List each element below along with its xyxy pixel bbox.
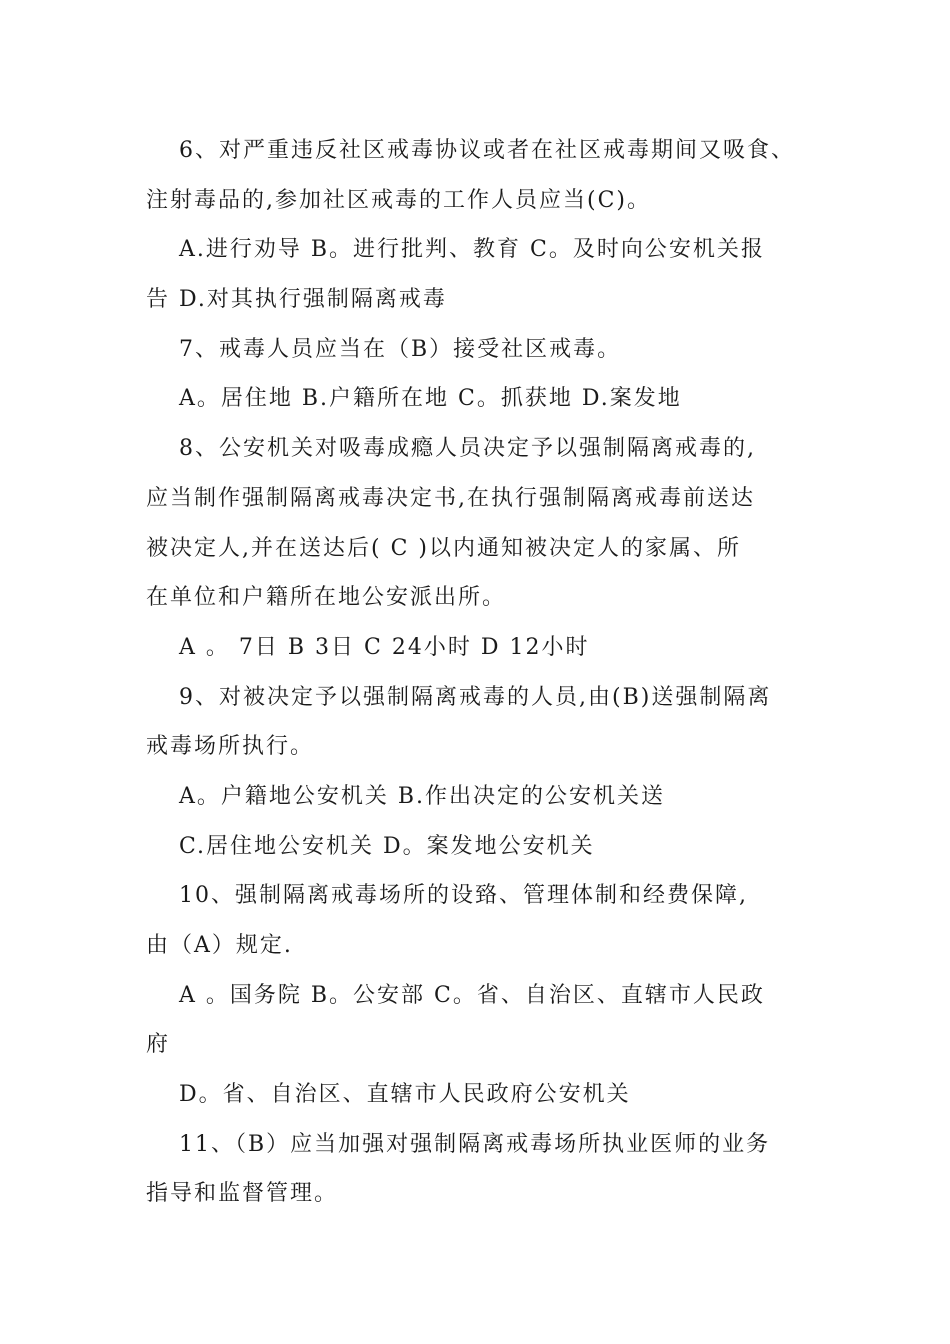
- q7-stem: 7、戒毒人员应当在（B）接受社区戒毒。: [179, 336, 622, 362]
- q6-stem-line-1: 6、对严重违反社区戒毒协议或者在社区戒毒期间又吸食、: [179, 138, 795, 163]
- q11-stem-line-1: 11、（B）应当加强对强制隔离戒毒场所执业医师的业务: [179, 1131, 771, 1157]
- q9-options-line-2: C.居住地公安机关 D。案发地公安机关: [179, 833, 595, 859]
- q10-stem-line-2: 由（A）规定.: [146, 933, 293, 958]
- document-body: [146, 126, 816, 1219]
- q8-stem-line-3: 被决定人,并在送达后( C )以内通知被决定人的家属、所: [146, 535, 741, 561]
- q10-stem-line-1: 10、强制隔离戒毒场所的设臵、管理体制和经费保障,: [179, 883, 748, 909]
- q9-stem-line-1: 9、对被决定予以强制隔离戒毒的人员,由(B)送强制隔离: [179, 684, 772, 710]
- q10-options-line-1: A 。国务院 B。公安部 C。省、自治区、直辖市人民政: [179, 982, 765, 1008]
- q6-stem-line-2: 注射毒品的,参加社区戒毒的工作人员应当(C)。: [146, 187, 651, 213]
- q8-stem-line-1: 8、公安机关对吸毒成瘾人员决定予以强制隔离戒毒的,: [179, 436, 756, 462]
- q10-options-line-2: 府: [146, 1032, 171, 1058]
- q6-options-line-1: A.进行劝导 B。进行批判、教育 C。及时向公安机关报: [179, 237, 765, 263]
- q8-stem-line-2: 应当制作强制隔离戒毒决定书,在执行强制隔离戒毒前送达: [146, 485, 755, 511]
- q8-options: A 。 7日 B 3日 C 24小时 D 12小时: [179, 634, 590, 660]
- q7-options: A。居住地 B.户籍所在地 C。抓获地 D.案发地: [179, 386, 682, 412]
- q11-stem-line-2: 指导和监督管理。: [146, 1181, 339, 1207]
- q9-stem-line-2: 戒毒场所执行。: [146, 734, 315, 760]
- q9-options-line-1: A。户籍地公安机关 B.作出决定的公安机关送: [179, 783, 666, 809]
- q6-options-line-2: 告 D.对其执行强制隔离戒毒: [146, 287, 447, 313]
- q10-options-line-3: D。省、自治区、直辖市人民政府公安机关: [179, 1082, 631, 1108]
- q8-stem-line-4: 在单位和户籍所在地公安派出所。: [146, 585, 507, 611]
